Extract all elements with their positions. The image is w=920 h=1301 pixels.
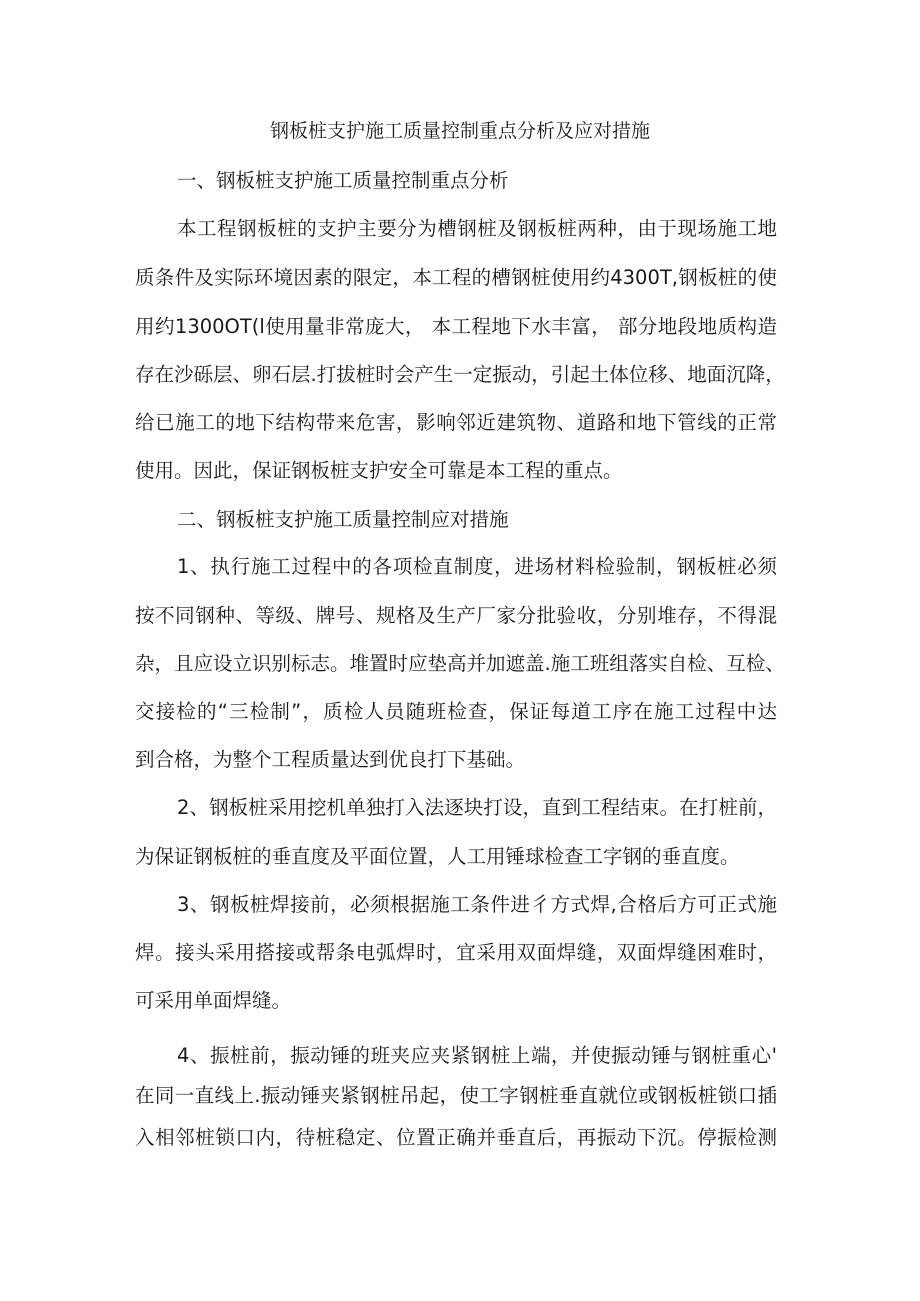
item1-line-5: 到合格，为整个工程质量达到优良打下基础。 (135, 748, 526, 771)
item3-line-3: 可采用单面焊缝。 (135, 989, 292, 1012)
document-title: 钢板桩支护施工质量控制重点分析及应对措施 (269, 120, 650, 142)
item2-line-1: 2、钢板桩采用挖机单独打入法逐块打设，直到工程结束。在打桩前， (177, 796, 777, 819)
item1-line-4: 交接检的“三检制”，质检人员随班检查，保证每道工序在施工过程中达 (135, 700, 777, 723)
section1-line-5: 给已施工的地下结构带来危害，影响邻近建筑物、道路和地下管线的正常 (135, 411, 777, 434)
item1-line-2: 按不同钢种、等级、牌号、规格及生产厂家分批验收，分别堆存，不得混 (135, 604, 777, 627)
item4-line-2: 在同一直线上.振动锤夹紧钢桩吊起，使工字钢桩垂直就位或钢板桩锁口插 (135, 1084, 777, 1107)
item1-line-3: 杂，且应设立识别标志。堆置时应垫高并加遮盖.施工班组落实自检、互检、 (135, 652, 785, 675)
item1-line-1: 1、执行施工过程中的各项检直制度，进场材料检验制，钢板桩必须 (177, 555, 777, 578)
item3-line-1: 3、钢板桩焊接前，必须根据施工条件进彳方式焊,合格后方可正式施 (177, 893, 777, 916)
section2-heading: 二、钢板桩支护施工质量控制应对措施 (177, 508, 509, 531)
item2-line-2: 为保证钢板桩的垂直度及平面位置，人工用锤球检查工字钢的垂直度。 (135, 845, 740, 868)
item4-line-1: 4、振桩前，振动锤的班夹应夹紧钢桩上端，并使振动锤与钢桩重心' (177, 1044, 777, 1067)
section1-line-3: 用约1300OT(l使用量非常庞大， 本工程地下水丰富， 部分地段地质构造 (135, 315, 777, 338)
section1-line-1: 本工程钢板桩的支护主要分为槽钢桩及钢板桩两种，由于现场施工地 (177, 217, 777, 240)
section1-line-6: 使用。因此，保证钢板桩支护安全可靠是本工程的重点。 (135, 459, 623, 482)
item3-line-2: 焊。接头采用搭接或帮条电弧焊时，宜采用双面焊缝，双面焊缝困难时， (135, 941, 777, 964)
section1-line-2: 质条件及实际环境因素的限定，本工程的槽钢桩使用约4300T,钢板桩的使 (135, 266, 777, 289)
item4-line-3: 入相邻桩锁口内，待桩稳定、位置正确并垂直后，再振动下沉。停振检测 (135, 1126, 777, 1149)
section1-heading: 一、钢板桩支护施工质量控制重点分析 (177, 169, 509, 192)
section1-line-4: 存在沙砾层、卵石层.打拔桩时会产生一定振动，引起土体位移、地面沉降， (135, 363, 785, 386)
